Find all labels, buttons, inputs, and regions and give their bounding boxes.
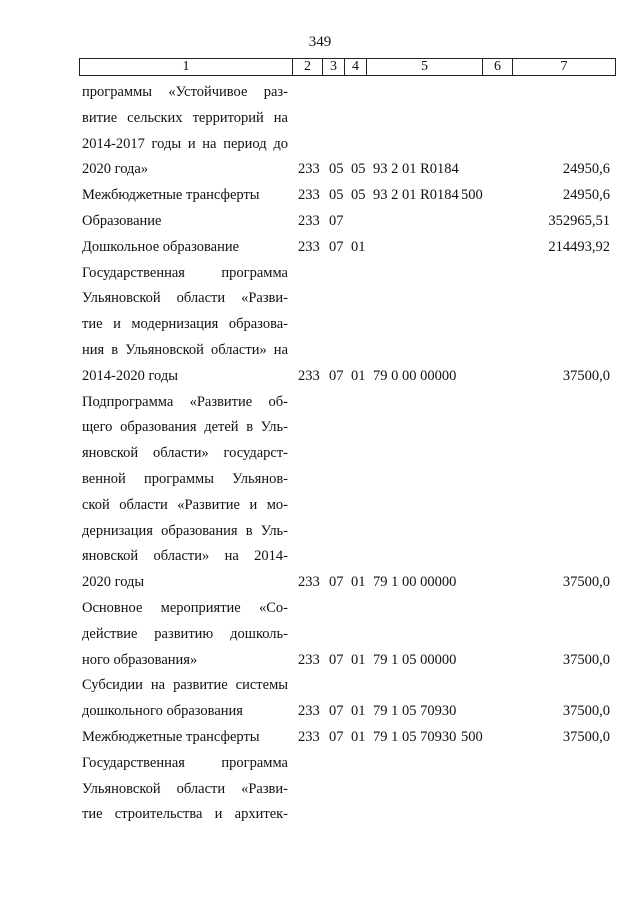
code-col-2: 233 bbox=[298, 651, 320, 668]
table-header bbox=[79, 58, 616, 76]
code-col-3: 07 bbox=[329, 574, 344, 591]
row-description bbox=[82, 261, 288, 390]
code-col-2: 233 bbox=[298, 238, 320, 255]
code-col-3: 07 bbox=[329, 367, 344, 384]
description-line: Ульяновской области «Разви- bbox=[82, 780, 288, 797]
table-row bbox=[0, 235, 640, 261]
code-col-5: 93 2 01 R0184 bbox=[373, 161, 459, 178]
description-line: щего образования детей в Уль- bbox=[82, 419, 288, 436]
row-codes bbox=[298, 364, 489, 390]
code-col-2: 233 bbox=[298, 729, 320, 745]
description-line: Субсидии на развитие системы bbox=[82, 677, 288, 694]
table-row bbox=[0, 183, 640, 209]
description-line: ния в Ульяновской области» на bbox=[82, 341, 288, 358]
table-row bbox=[0, 725, 640, 751]
page-number: 349 bbox=[308, 34, 332, 50]
row-description bbox=[82, 390, 288, 596]
code-col-3: 07 bbox=[329, 703, 344, 720]
row-codes bbox=[298, 183, 489, 209]
description-line: Дошкольное образование bbox=[82, 238, 240, 255]
code-col-4: 01 bbox=[351, 574, 366, 591]
table-row bbox=[0, 390, 640, 596]
description-line: витие сельских территорий на bbox=[82, 109, 288, 126]
row-amount: 37500,0 bbox=[562, 703, 610, 720]
row-codes bbox=[298, 725, 489, 751]
code-col-3: 07 bbox=[329, 651, 344, 668]
description-line: программы «Устойчивое раз- bbox=[82, 84, 288, 100]
code-col-2: 233 bbox=[298, 367, 320, 384]
row-amount: 24950,6 bbox=[562, 187, 610, 204]
row-description bbox=[82, 596, 288, 673]
code-col-4: 01 bbox=[351, 238, 366, 255]
description-line: Межбюджетные трансферты bbox=[82, 187, 260, 204]
row-description bbox=[82, 725, 288, 751]
description-line: 2014-2017 годы и на период до bbox=[82, 135, 288, 152]
row-description bbox=[82, 751, 288, 828]
code-col-4: 05 bbox=[351, 161, 366, 178]
code-col-6: 500 bbox=[461, 187, 483, 204]
description-line: Государственная программа bbox=[82, 264, 288, 281]
header-col-3: 3 bbox=[322, 59, 344, 75]
code-col-5: 93 2 01 R0184 bbox=[373, 187, 459, 204]
code-col-3: 05 bbox=[329, 187, 344, 204]
row-codes bbox=[298, 209, 489, 235]
description-line: действие развитию дошколь- bbox=[82, 625, 288, 642]
code-col-5: 79 1 05 00000 bbox=[373, 651, 457, 668]
code-col-6: 500 bbox=[461, 729, 483, 745]
table-row bbox=[0, 209, 640, 235]
row-codes bbox=[298, 235, 489, 261]
row-codes bbox=[298, 648, 489, 674]
description-line: Подпрограмма «Развитие об- bbox=[82, 393, 288, 410]
row-description bbox=[82, 673, 288, 725]
row-codes bbox=[298, 570, 489, 596]
description-line: Ульяновской области «Разви- bbox=[82, 290, 288, 307]
description-line: дернизация образования в Уль- bbox=[82, 522, 288, 539]
description-line: яновской области» государст- bbox=[82, 445, 288, 462]
code-col-5: 79 1 05 70930 bbox=[373, 703, 457, 720]
row-amount: 24950,6 bbox=[562, 161, 610, 178]
code-col-4: 01 bbox=[351, 729, 366, 745]
description-line: ской области «Развитие и мо- bbox=[82, 496, 288, 513]
row-description bbox=[82, 80, 288, 183]
header-col-4: 4 bbox=[344, 59, 366, 75]
code-col-3: 07 bbox=[329, 238, 344, 255]
header-col-2: 2 bbox=[292, 59, 322, 75]
description-line: тие и модернизация образова- bbox=[82, 316, 288, 333]
description-line: Межбюджетные трансферты bbox=[82, 729, 260, 745]
table-row bbox=[0, 80, 640, 183]
description-line: ного образования» bbox=[82, 651, 198, 668]
code-col-4: 05 bbox=[351, 187, 366, 204]
table-row bbox=[0, 261, 640, 390]
row-codes bbox=[298, 802, 489, 828]
code-col-2: 233 bbox=[298, 213, 320, 229]
description-line: 2014-2020 годы bbox=[82, 367, 178, 384]
description-line: Государственная программа bbox=[82, 754, 288, 771]
header-col-7: 7 bbox=[512, 59, 615, 75]
description-line: яновской области» на 2014- bbox=[82, 548, 288, 565]
code-col-5: 79 1 00 00000 bbox=[373, 574, 457, 591]
row-codes bbox=[298, 157, 489, 183]
description-line: Образование bbox=[82, 213, 162, 229]
row-codes bbox=[298, 699, 489, 725]
code-col-4: 01 bbox=[351, 651, 366, 668]
code-col-3: 07 bbox=[329, 213, 344, 229]
code-col-2: 233 bbox=[298, 161, 320, 178]
code-col-3: 05 bbox=[329, 161, 344, 178]
row-amount: 37500,0 bbox=[562, 574, 610, 591]
description-line: дошкольного образования bbox=[82, 703, 243, 720]
code-col-4: 01 bbox=[351, 703, 366, 720]
code-col-4: 01 bbox=[351, 367, 366, 384]
description-line: 2020 годы bbox=[82, 574, 145, 591]
row-amount: 352965,51 bbox=[548, 213, 610, 229]
code-col-2: 233 bbox=[298, 574, 320, 591]
description-line: 2020 года» bbox=[82, 161, 149, 178]
description-line: венной программы Ульянов- bbox=[82, 470, 288, 487]
row-description bbox=[82, 183, 288, 209]
row-description bbox=[82, 235, 288, 261]
row-amount: 37500,0 bbox=[562, 367, 610, 384]
header-col-6: 6 bbox=[482, 59, 512, 75]
row-amount: 37500,0 bbox=[562, 729, 610, 745]
table-row bbox=[0, 596, 640, 673]
description-line: тие строительства и архитек- bbox=[82, 806, 288, 823]
table-row bbox=[0, 751, 640, 828]
row-amount: 214493,92 bbox=[548, 238, 610, 255]
header-col-5: 5 bbox=[366, 59, 482, 75]
code-col-5: 79 1 05 70930 bbox=[373, 729, 457, 745]
table-row bbox=[0, 673, 640, 725]
description-line: Основное мероприятие «Со- bbox=[82, 600, 288, 616]
code-col-5: 79 0 00 00000 bbox=[373, 367, 457, 384]
code-col-2: 233 bbox=[298, 187, 320, 204]
code-col-2: 233 bbox=[298, 703, 320, 720]
row-description bbox=[82, 209, 288, 235]
code-col-3: 07 bbox=[329, 729, 344, 745]
row-amount: 37500,0 bbox=[562, 651, 610, 668]
header-col-1: 1 bbox=[182, 59, 190, 74]
